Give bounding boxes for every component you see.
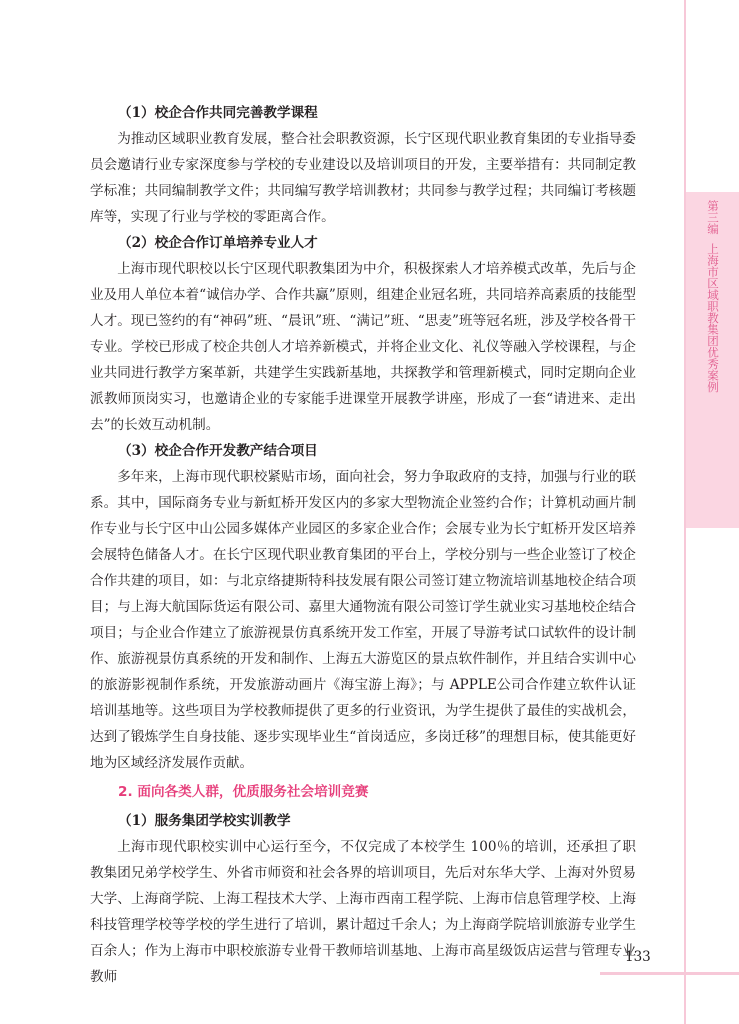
subheading-4: （1）服务集团学校实训教学 [118, 813, 291, 829]
paragraph-3: 多年来，上海市现代职校紧贴市场，面向社会，努力争取政府的支持，加强与行业的联系。其中，国际商务专业与新虹桥开发区内的多家大型物流企业签约合作；计算机动画片制作专业与长宁区中山公园多媒体产业园区的多家企业合作；会展专业为长宁虹桥开发区培养会展特色储备人才。在长宁区现代职业教育集团的平台上，学校分别与一些企业签订了校企合作共建的项目，如：与北京络捷斯特科技发展有限公司签订建立物流培训基地校企结合项目；与上海大航国际货运有限公司、嘉里大通物流有限公司签订学生就业实习基地校企结合项目；与企业合作建立了旅游视景仿真系统开发工作室，开展了导游考试口试软件的设计制作、旅游视景仿真系统的开发和制作、上海五大游览区的景点软件制作，并且结合实训中心的旅游影视制作系统，开发旅游动画片《海宝游上海》；与 APPLE公司合作建立软件认证培训基地等。这些项目为学校教师提供了更多的行业资讯，为学生提供了最佳的实战机会，达到了锻炼学生自身技能、逐步实现毕业生“首岗适应，多岗迁移”的理想目标，使其能更好地为区域经济发展作贡献。 [90, 469, 636, 771]
chapter-tab-label [686, 200, 739, 392]
page-number: 133 [625, 949, 651, 965]
section-heading-2: 2. 面向各类人群，优质服务社会培训竞赛 [118, 784, 369, 800]
chapter-title: 上海市区域职教集团优秀案例 [706, 242, 720, 392]
subheading-1: （1）校企合作共同完善教学课程 [118, 105, 318, 121]
page-body [90, 100, 636, 990]
paragraph-4: 上海市现代职校实训中心运行至今，不仅完成了本校学生 100％的培训，还承担了职教集团兄弟学校学生、外省市师资和社会各界的培训项目，先后对东华大学、上海对外贸易大学、上海商学院、上海工程技术大学、上海市西南工程学院、上海市信息管理学校、上海科技管理学校等学校的学生进行了培训，累计超过千余人；为上海商学院培训旅游专业学生百余人；作为上海市中职校旅游专业骨干教师培训基地、上海市高星级饭店运营与管理专业教师 [90, 839, 636, 985]
subheading-3: （3）校企合作开发教产结合项目 [118, 443, 318, 459]
page-number-bar [600, 972, 739, 975]
paragraph-1: 为推动区域职业教育发展，整合社会职教资源，长宁区现代职业教育集团的专业指导委员会邀请行业专家深度参与学校的专业建设以及培训项目的开发，主要举措有：共同制定教学标准；共同编制教学文件；共同编写教学培训教材；共同参与教学过程；共同编订考核题库等，实现了行业与学校的零距离合作。 [90, 131, 636, 225]
subheading-2: （2）校企合作订单培养专业人才 [118, 235, 318, 251]
paragraph-2: 上海市现代职校以长宁区现代职教集团为中介，积极探索人才培养模式改革，先后与企业及用人单位本着“诚信办学、合作共赢”原则，组建企业冠名班，共同培养高素质的技能型人才。现已签约的有“神码”班、“晨讯”班、“满记”班、“思麦”班等冠名班，涉及学校各骨干专业。学校已形成了校企共创人才培养新模式，并将企业文化、礼仪等融入学校课程，与企业共同进行教学方案革新，共建学生实践新基地，共探教学和管理新模式，同时定期向企业派教师顶岗实习，也邀请企业的专家能手进课堂开展教学讲座，形成了一套“请进来、走出去”的长效互动机制。 [90, 261, 636, 433]
chapter-part: 第三编 [706, 200, 720, 235]
